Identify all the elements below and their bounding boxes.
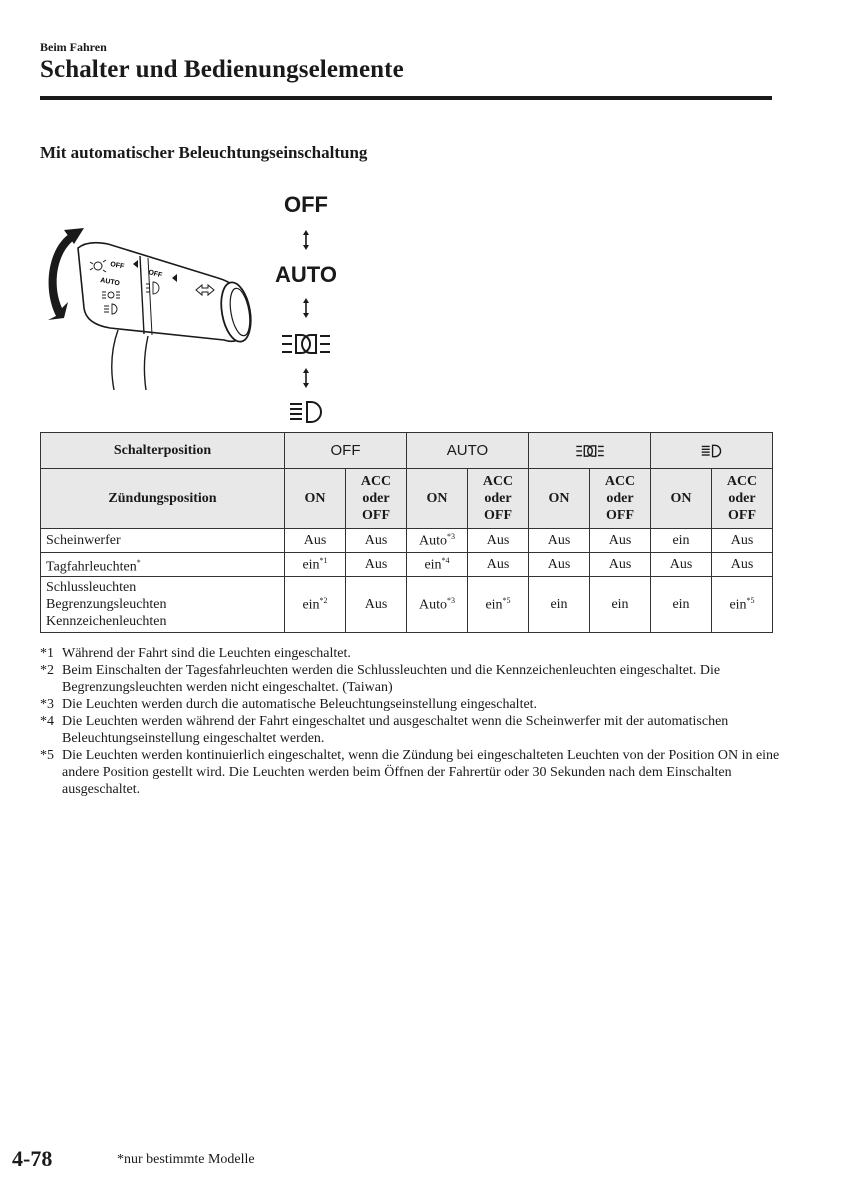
table-cell: Auto$^{*3}$: [407, 529, 468, 553]
subheading: Mit automatischer Beleuchtungseinschaltung: [40, 143, 368, 162]
header-on: ON: [285, 469, 346, 529]
footnotes: [40, 645, 780, 798]
footnote-item: [40, 713, 780, 747]
header-auto: AUTO: [407, 433, 529, 469]
row-label: Scheinwerfer: [41, 529, 285, 553]
table-cell: Aus: [529, 529, 590, 553]
table-cell: Aus: [346, 577, 407, 633]
light-switch-stalk-illustration: [28, 218, 266, 390]
mode-off-label: OFF: [284, 192, 328, 217]
header-off: OFF: [285, 433, 407, 469]
header-headlight: [651, 433, 773, 469]
table-row: [41, 529, 773, 553]
double-arrow-icon: [298, 368, 314, 388]
table-cell: Aus: [346, 553, 407, 577]
double-arrow-icon: [298, 298, 314, 318]
table-cell: ein: [590, 577, 651, 633]
table-cell: Auto$^{*3}$: [407, 577, 468, 633]
table-cell: ein$^{*5}$: [712, 577, 773, 633]
footnote-item: [40, 747, 780, 798]
row-label: Tagfahrleuchten*: [41, 553, 285, 577]
table-cell: Aus: [468, 529, 529, 553]
stalk-off-label: OFF: [109, 261, 125, 271]
table-cell: Aus: [590, 529, 651, 553]
mode-auto-label: AUTO: [275, 262, 337, 287]
table-cell: Aus: [712, 553, 773, 577]
header-acc: ACC oder OFF: [712, 469, 773, 529]
footnote-mark: *4: [40, 714, 54, 729]
headlight-low-beam-icon: [697, 443, 727, 459]
table-cell: ein: [529, 577, 590, 633]
stalk-auto-label: AUTO: [99, 277, 121, 288]
footnote-mark: *5: [40, 748, 54, 763]
row-label: Schlussleuchten Begrenzungsleuchten Kennzeichenleuchten: [41, 577, 285, 633]
footnote-text: Während der Fahrt sind die Leuchten eingeschaltet.: [62, 646, 351, 661]
table-cell: Aus: [529, 553, 590, 577]
table-row: [41, 553, 773, 577]
model-footnote: *nur bestimmte Modelle: [117, 1152, 255, 1167]
table-cell: ein$^{*4}$: [407, 553, 468, 577]
section-label: Beim Fahren: [40, 40, 107, 54]
rotation-arrow-icon: [48, 232, 74, 320]
table-cell: Aus: [712, 529, 773, 553]
table-cell: Aus: [285, 529, 346, 553]
double-arrow-icon: [298, 230, 314, 250]
table-cell: ein$^{*5}$: [468, 577, 529, 633]
parking-light-icon: [280, 330, 332, 358]
header-on: ON: [529, 469, 590, 529]
footnote-mark: *1: [40, 646, 54, 661]
table-cell: ein$^{*1}$: [285, 553, 346, 577]
page-number: 4-78: [12, 1146, 53, 1171]
header-acc: ACC oder OFF: [346, 469, 407, 529]
header-switch-position: Schalterposition: [41, 433, 285, 469]
header-on: ON: [407, 469, 468, 529]
header-ignition-position: Zündungsposition: [41, 469, 285, 529]
footnote-item: [40, 696, 780, 713]
table-cell: Aus: [346, 529, 407, 553]
header-parking-light: [529, 433, 651, 469]
parking-light-icon: [575, 443, 605, 459]
table-row: [41, 577, 773, 633]
header-acc: ACC oder OFF: [590, 469, 651, 529]
footnote-item: [40, 662, 780, 696]
footnote-item: [40, 645, 780, 662]
stalk-fog-off-label: OFF: [147, 269, 163, 280]
light-status-table: [40, 432, 773, 633]
footnote-mark: *2: [40, 663, 54, 678]
footnote-text: Die Leuchten werden während der Fahrt eingeschaltet und ausgeschaltet wenn die Scheinwerfer mit der automatischen Beleuchtungseinstellung eingeschaltet werden.: [62, 714, 729, 746]
footnote-text: Die Leuchten werden durch die automatische Beleuchtungseinstellung eingeschaltet.: [62, 697, 538, 712]
footnote-mark: *3: [40, 697, 54, 712]
footnote-text: Beim Einschalten der Tagesfahrleuchten werden die Schlussleuchten und die Kennzeichenleuchten eingeschaltet. Die Begrenzungsleuchten werden nicht eingeschaltet. (Taiwan): [62, 663, 721, 695]
header-acc: ACC oder OFF: [468, 469, 529, 529]
headlight-low-beam-icon: [280, 398, 332, 426]
table-cell: Aus: [468, 553, 529, 577]
table-cell: ein: [651, 577, 712, 633]
table-cell: ein: [651, 529, 712, 553]
table-cell: Aus: [651, 553, 712, 577]
table-cell: ein$^{*2}$: [285, 577, 346, 633]
footnote-text: Die Leuchten werden kontinuierlich eingeschaltet, wenn die Zündung bei eingeschalteten Leuchten von der Position ON in eine andere Position gestellt wird. Die Leuchten werden beim Öffnen der Fahrertür oder 30 Sekunden nach dem Einschalten ausgeschaltet.: [62, 748, 780, 797]
header-on: ON: [651, 469, 712, 529]
table-cell: Aus: [590, 553, 651, 577]
title-divider: [40, 96, 772, 100]
page-title: Schalter und Bedienungselemente: [40, 56, 404, 83]
